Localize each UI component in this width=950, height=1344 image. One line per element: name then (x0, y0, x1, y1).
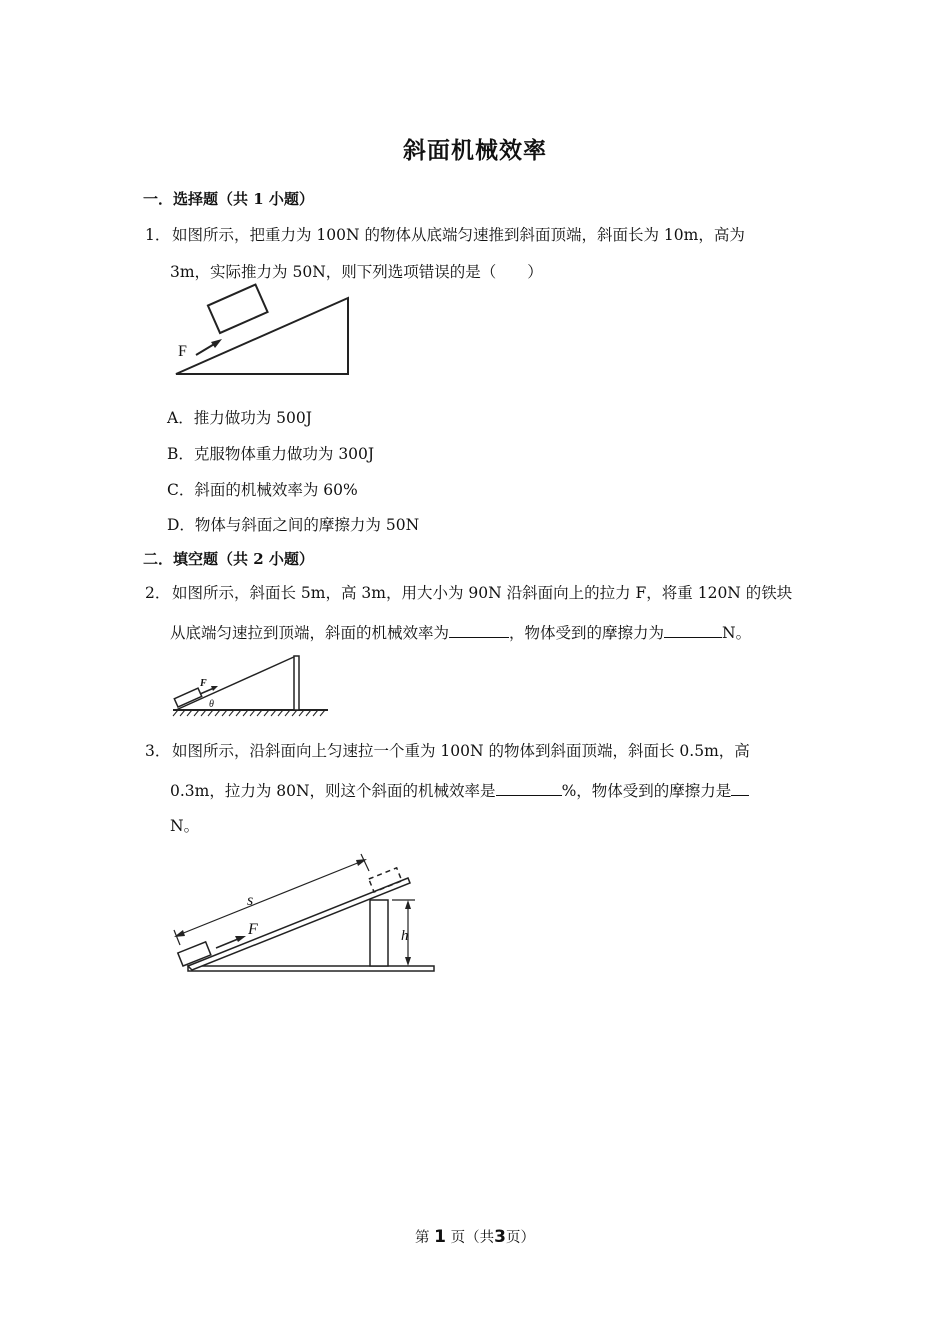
question-1-number: 1． (145, 226, 171, 244)
s-tick-left (174, 930, 180, 945)
question-3-line3: N。 (170, 817, 200, 835)
footer-middle: 页（共 (450, 1230, 495, 1246)
force-arrowhead (211, 339, 222, 348)
footer-total-pages: 3 (494, 1227, 506, 1247)
figure-3-label-h: h (401, 928, 409, 944)
question-1-line1: 如图所示，把重力为 100N 的物体从底端匀速推到斜面顶端，斜面长为 10m，高为 (172, 226, 745, 244)
question-1-line2: 3m，实际推力为 50N，则下列选项错误的是（ ） (170, 263, 543, 281)
figure-3-incline (170, 852, 440, 977)
figure-2-label-f: F (200, 678, 207, 689)
question-2-text-a: 从底端匀速拉到顶端，斜面的机械效率为 (170, 624, 450, 642)
vertical-post (294, 656, 299, 710)
question-3-text-b: %，物体受到的摩擦力是 (561, 782, 732, 800)
force-f-arrowhead (235, 936, 246, 942)
question-2-text-b: ，物体受到的摩擦力为 (509, 624, 665, 642)
figure-2-label-theta: θ (209, 699, 214, 710)
figure-3-label-f: F (248, 921, 258, 938)
option-c: C．斜面的机械效率为 60% (167, 481, 358, 499)
figure-1-label-f: F (178, 343, 187, 360)
option-a: A．推力做功为 500J (167, 409, 312, 427)
question-2-line1: 如图所示，斜面长 5m，高 3m，用大小为 90N 沿斜面向上的拉力 F，将重 120N 的铁块 (172, 584, 793, 602)
answer-blank-efficiency[interactable] (449, 621, 509, 638)
figure-1-incline (170, 294, 355, 379)
height-h-arrow-top (405, 900, 411, 909)
height-h-arrow-bottom (405, 957, 411, 966)
section-heading-fill: 二．填空题（共 2 小题） (143, 550, 314, 568)
base-board (188, 966, 434, 971)
figure-3-label-s: s (247, 892, 254, 909)
pull-arrowhead (211, 686, 218, 691)
question-2-number: 2． (145, 584, 171, 602)
option-b: B．克服物体重力做功为 300J (167, 445, 375, 463)
section-heading-choice: 一．选择题（共 1 小题） (143, 190, 314, 208)
question-3-text-a: 0.3m，拉力为 80N，则这个斜面的机械效率是 (170, 782, 496, 800)
figure-2-incline (170, 652, 335, 722)
page-footer (0, 1226, 950, 1247)
question-3-number: 3． (145, 742, 171, 760)
incline-surface (176, 656, 296, 710)
length-s-line (176, 860, 365, 936)
question-3-line2 (170, 779, 749, 801)
support-column (370, 900, 388, 966)
answer-blank-friction[interactable] (664, 621, 722, 638)
footer-page-number: 1 (434, 1227, 446, 1247)
page-title: 斜面机械效率 (403, 137, 547, 164)
question-2-line2 (170, 621, 751, 643)
answer-blank-efficiency-percent[interactable] (496, 779, 562, 796)
block (208, 285, 268, 333)
footer-prefix: 第 (415, 1230, 430, 1246)
footer-suffix: 页） (505, 1230, 535, 1246)
answer-blank-friction-force[interactable] (731, 779, 749, 796)
question-3-line1: 如图所示，沿斜面向上匀速拉一个重为 100N 的物体到斜面顶端，斜面长 0.5m，高 (172, 742, 750, 760)
option-d: D．物体与斜面之间的摩擦力为 50N (167, 516, 420, 534)
question-2-text-c: N。 (722, 624, 752, 642)
